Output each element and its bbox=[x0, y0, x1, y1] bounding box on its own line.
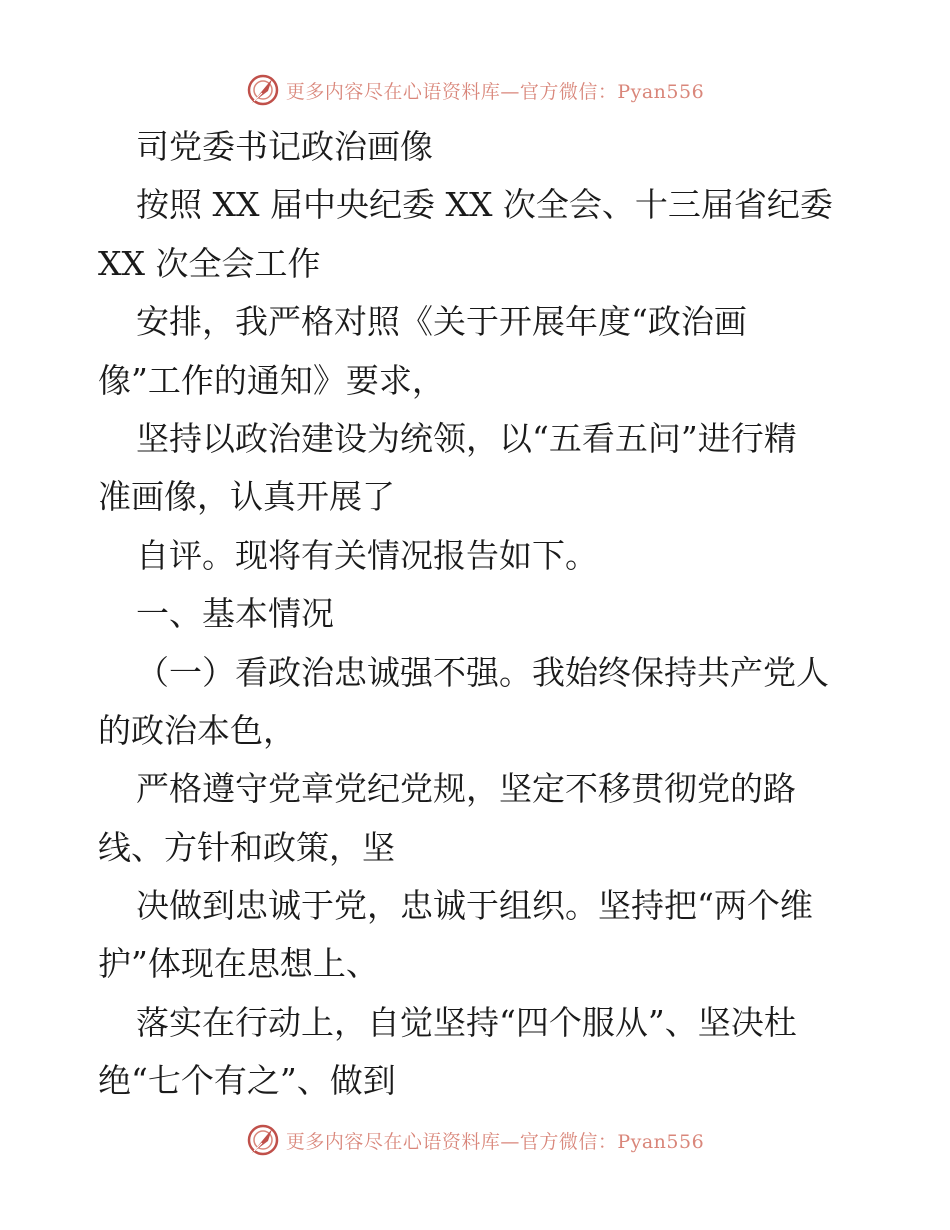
text-line: 自评。现将有关情况报告如下。 bbox=[136, 535, 598, 575]
text-line: 像”工作的通知》要求， bbox=[98, 360, 445, 400]
text-line: 按照 XX 届中央纪委 XX 次全会、十三届省纪委 bbox=[136, 185, 833, 225]
text-line: （一）看政治忠诚强不强。我始终保持共产党人 bbox=[136, 652, 829, 692]
text-line: 司党委书记政治画像 bbox=[136, 127, 433, 166]
watermark-text: 更多内容尽在心语资料库—官方微信：Pyan556 bbox=[285, 1130, 705, 1153]
text-line: 的政治本色， bbox=[98, 710, 296, 750]
text-line: 落实在行动上，自觉坚持“四个服从”、坚决杜 bbox=[136, 1002, 797, 1042]
text-line: 绝“七个有之”、做到 bbox=[98, 1061, 396, 1101]
document-body bbox=[98, 118, 858, 1111]
text-line: 一、基本情况 bbox=[136, 594, 334, 634]
quill-logo-icon bbox=[246, 73, 280, 107]
header-watermark bbox=[0, 70, 950, 110]
text-line: 安排，我严格对照《关于开展年度“政治画 bbox=[136, 302, 747, 342]
text-line: 决做到忠诚于党，忠诚于组织。坚持把“两个维 bbox=[136, 886, 813, 926]
quill-logo-icon bbox=[246, 1123, 280, 1157]
footer-watermark bbox=[0, 1120, 950, 1160]
text-line: 护”体现在思想上、 bbox=[98, 944, 379, 984]
text-line: 准画像，认真开展了 bbox=[98, 477, 395, 517]
text-line: 线、方针和政策，坚 bbox=[98, 827, 395, 867]
text-line: 严格遵守党章党纪党规，坚定不移贯彻党的路 bbox=[136, 769, 796, 809]
watermark-text: 更多内容尽在心语资料库—官方微信：Pyan556 bbox=[285, 80, 705, 103]
text-line: XX 次全会工作 bbox=[98, 243, 321, 283]
text-line: 坚持以政治建设为统领，以“五看五问”进行精 bbox=[136, 418, 797, 458]
